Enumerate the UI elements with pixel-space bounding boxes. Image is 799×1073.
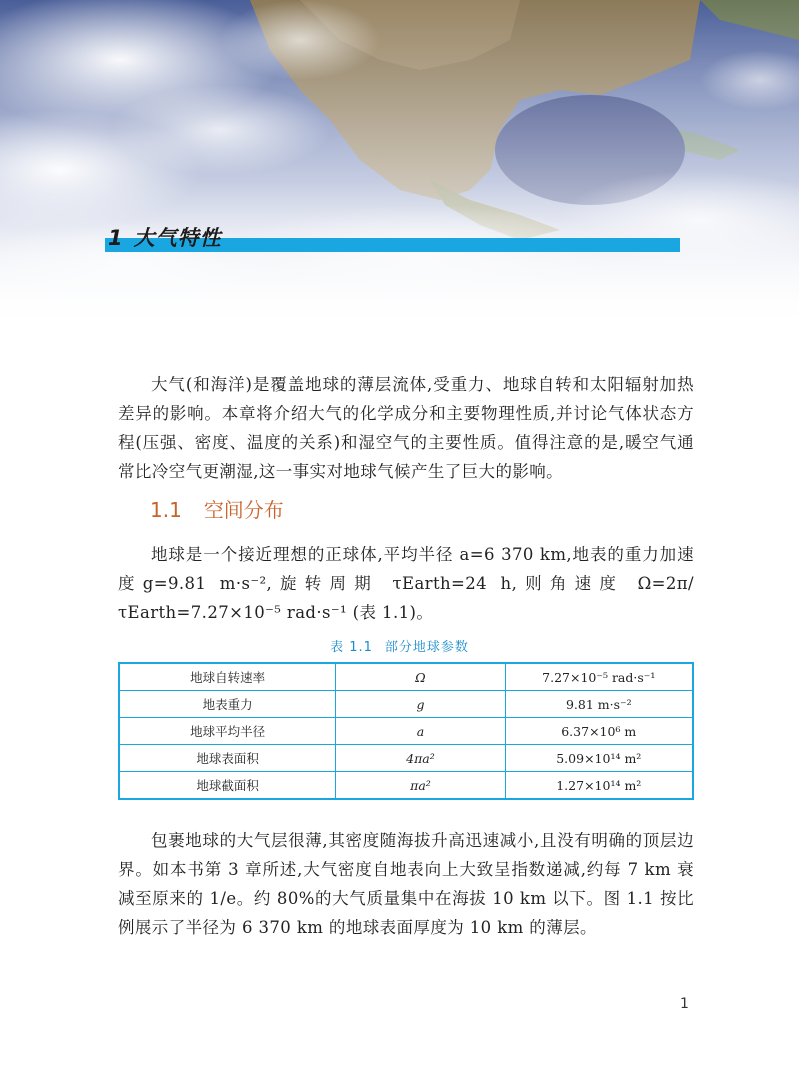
section-heading [150,494,284,523]
param-name-cell: 地球表面积 [119,745,336,772]
section-paragraph: 地球是一个接近理想的正球体,平均半径 a=6 370 km,地表的重力加速度g=9.81 m·s⁻²,旋转周期 τEarth=24 h,则角速度 Ω=2π/τEarth=7.27×10⁻⁵ rad·s⁻¹ (表 1.1)。 [118,545,694,622]
page-number: 1 [680,996,689,1012]
table-row [119,691,693,718]
table-row [119,772,693,800]
param-value-cell: 6.37×10⁶ m [505,718,693,745]
table-caption-title: 部分地球参数 [384,640,469,655]
param-symbol-cell: g [336,691,505,718]
param-name-cell: 地球平均半径 [119,718,336,745]
param-value-cell: 5.09×10¹⁴ m² [505,745,693,772]
table-row [119,745,693,772]
param-name-cell: 地球自转速率 [119,663,336,691]
table-row [119,718,693,745]
table-row [119,663,693,691]
param-value-cell: 7.27×10⁻⁵ rad·s⁻¹ [505,663,693,691]
closing-paragraph: 包裹地球的大气层很薄,其密度随海拔升高迅速减小,且没有明确的顶层边界。如本书第 3 章所述,大气密度自地表向上大致呈指数递减,约每 7 km 衰减至原来的 1/e。约 80%的大气质量集中在海拔 10 km 以下。图 1.1 按比例展示了半径为 6 370 km 的地球表面厚度为 10 km 的薄层。 [118,831,694,937]
chapter-number: 1 [108,226,124,250]
section-number: 1.1 [150,498,182,522]
earth-parameters-table [118,662,694,800]
param-symbol-cell: πa² [336,772,505,800]
chapter-title: 大气特性 [133,226,222,250]
table-caption-number: 表 1.1 [330,640,373,655]
chapter-heading [108,222,222,252]
earth-satellite-banner [0,0,799,330]
intro-paragraph: 大气(和海洋)是覆盖地球的薄层流体,受重力、地球自转和太阳辐射加热差异的影响。本章将介绍大气的化学成分和主要物理性质,并讨论气体状态方程(压强、密度、温度的关系)和湿空气的主要性质。值得注意的是,暖空气通常比冷空气更潮湿,这一事实对地球气候产生了巨大的影响。 [118,375,694,481]
param-name-cell: 地球截面积 [119,772,336,800]
param-symbol-cell: Ω [336,663,505,691]
param-name-cell: 地表重力 [119,691,336,718]
param-value-cell: 1.27×10¹⁴ m² [505,772,693,800]
param-symbol-cell: 4πa² [336,745,505,772]
param-symbol-cell: a [336,718,505,745]
table-caption [0,636,799,655]
param-value-cell: 9.81 m·s⁻² [505,691,693,718]
earth-satellite-image [0,0,799,330]
section-title: 空间分布 [203,498,284,522]
